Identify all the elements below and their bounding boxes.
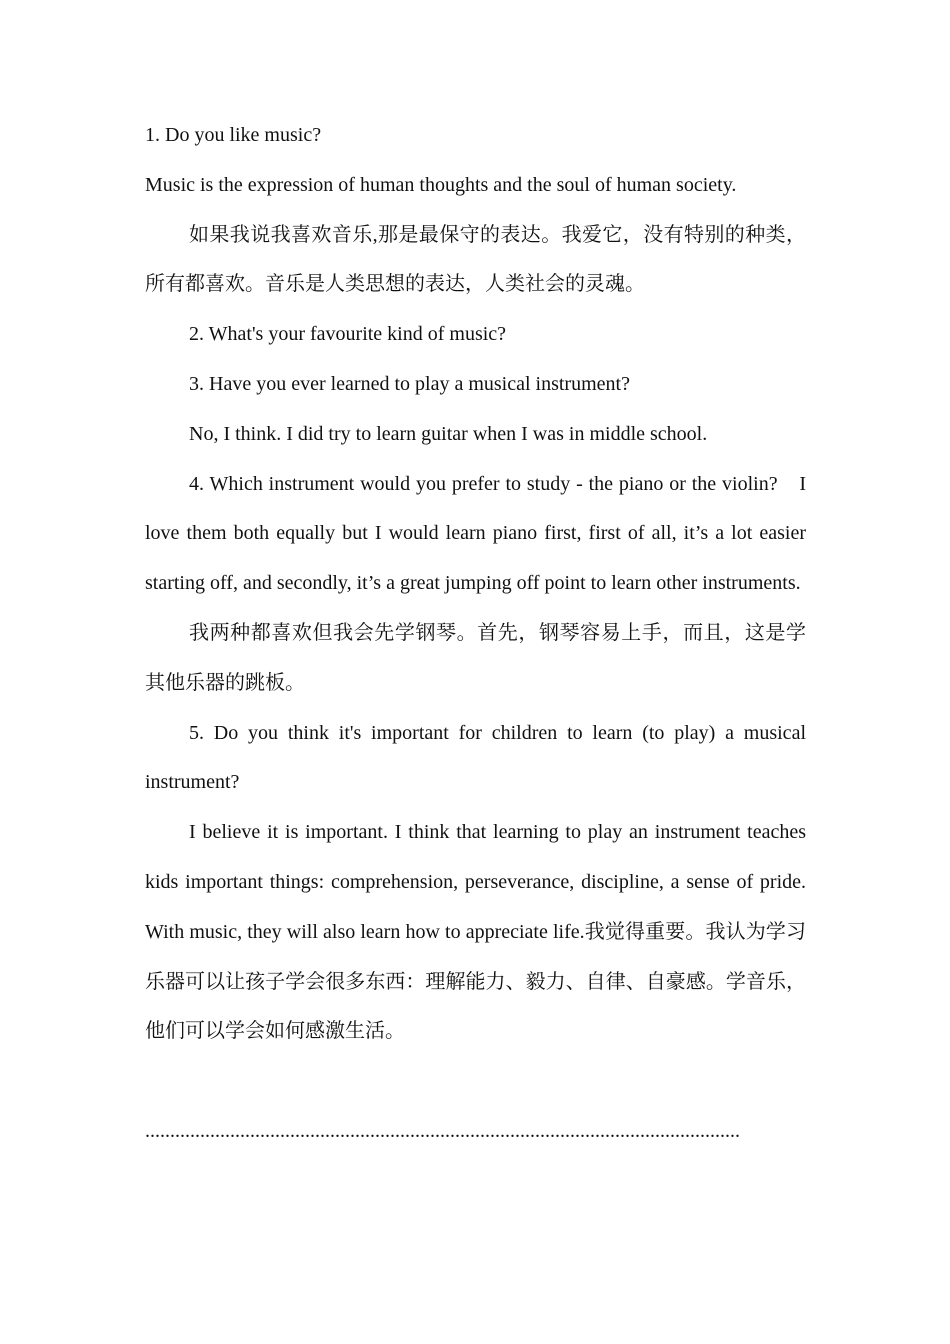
answer-1-chinese: 如果我说我喜欢音乐,那是最保守的表达。我爱它，没有特别的种类，所有都喜欢。音乐是人类思想的表达，人类社会的灵魂。 [145,223,806,296]
question-2: 2. What's your favourite kind of music? [189,323,507,346]
dotted-separator: ....................................................................................................................... [145,1119,740,1142]
question-1: 1. Do you like music? [145,124,322,146]
answer-4-chinese: 我两种都喜欢但我会先学钢琴。首先，钢琴容易上手，而且，这是学其他乐器的跳板。 [145,621,806,694]
answer-5: I believe it is important. I think that learning to play an instrument teaches kids important things: comprehension, perseverance, discipline, a sense of pride. With music, they will also learn how to appreciate life.我觉得重要。我认为学习乐器可以让孩子学会很多东西：理解能力、毅力、自律、自豪感。学音乐，他们可以学会如何感激生活。 [145,821,806,1043]
spacer [145,1057,806,1107]
question-5: 5. Do you think it's important for children to learn (to play) a musical instrument? [145,721,806,794]
answer-1-english: Music is the expression of human thoughts and the soul of human society. [145,173,737,196]
answer-3: No, I think. I did try to learn guitar when I was in middle school. [189,422,708,445]
question-answer-4: 4. Which instrument would you prefer to study - the piano or the violin? I love them both equally but I would learn piano first, first of all, it’s a lot easier starting off, and secondly, it’s a great jumping off point to learn other instruments. [145,472,806,595]
question-3: 3. Have you ever learned to play a musical instrument? [189,372,630,395]
document-body [145,111,806,1157]
